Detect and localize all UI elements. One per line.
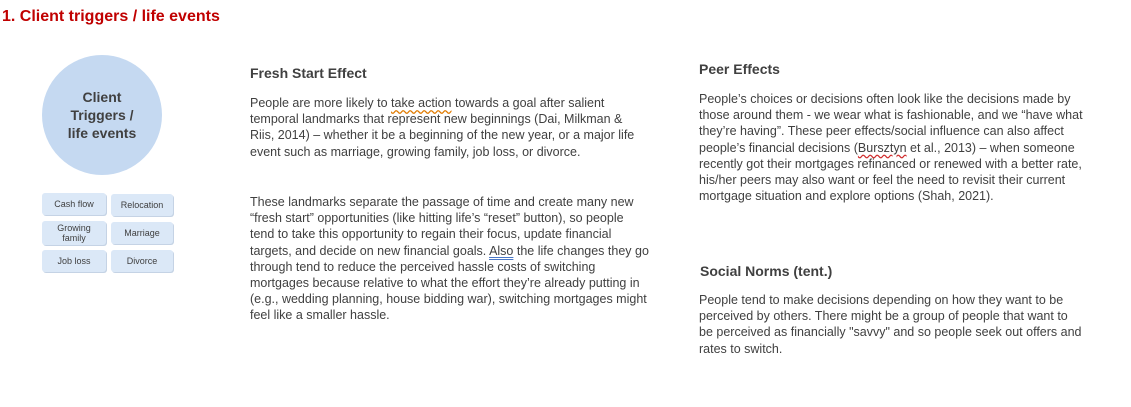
fresh-start-heading: Fresh Start Effect <box>250 65 367 81</box>
tag-growing-family-label: Growing family <box>57 223 91 243</box>
tag-job-loss: Job loss <box>42 250 106 272</box>
circle-label: Client Triggers / life events <box>67 89 137 141</box>
peer-effects-heading: Peer Effects <box>699 61 780 77</box>
social-norms-heading: Social Norms (tent.) <box>700 263 833 279</box>
fresh-start-p2-b: Also <box>489 243 514 258</box>
tag-marriage: Marriage <box>111 222 173 244</box>
fresh-start-p1-a: People are more likely to <box>250 96 392 110</box>
fresh-start-p1-c: towards a goal after salient temporal landmarks that represent new beginnings (Dai, Milkman & Riis, 2014) – whether it be a beginning of the new year, or a major life event such as marriage, growing family, job loss, or divorce. <box>250 96 635 159</box>
tag-relocation: Relocation <box>111 194 173 216</box>
fresh-start-paragraph-2 <box>250 194 650 324</box>
tag-growing-family <box>42 221 106 245</box>
fresh-start-p2-a: These landmarks separate the passage of time and create many new “fresh start” opportunities (like hitting life’s “reset” button), so people tend to take this opportunity to regain their focus, update financial targets, and decide on new financial goals. <box>250 195 634 258</box>
fresh-start-p1-b: take action <box>391 96 452 110</box>
tag-cash-flow: Cash flow <box>42 193 106 215</box>
tag-divorce: Divorce <box>111 250 173 272</box>
peer-effects-p-c: et al., 2013) – when someone recently got their mortgages refinanced or renewed with a better rate, his/her peers may also want or feel the need to revisit their current mortgage situation and explore options (Shah, 2021). <box>699 140 1082 204</box>
page-title: 1. Client triggers / life events <box>2 8 220 25</box>
client-triggers-circle <box>42 55 162 175</box>
social-norms-paragraph: People tend to make decisions depending on how they want to be perceived by others. There might be a group of people that want to be perceived as financially "savvy" and so people seek out offers and rates to switch. <box>699 293 1082 356</box>
peer-effects-paragraph <box>699 91 1094 204</box>
fresh-start-p2-c: the life changes they go through tend to reduce the perceived hassle costs of switching mortgages because relative to what the effort they’re already putting in (e.g., wedding planning, house bidding war), switching mortgages might feel like a smaller hassle. <box>250 243 649 323</box>
fresh-start-paragraph-1 <box>250 95 650 160</box>
peer-effects-p-a: People’s choices or decisions often look like the decisions made by those around them - we wear what is fashionable, and we “have what they’re having”. These peer effects/social influence can also affect people’s financial decisions ( <box>699 92 1083 155</box>
peer-effects-p-b: Bursztyn <box>857 140 907 155</box>
